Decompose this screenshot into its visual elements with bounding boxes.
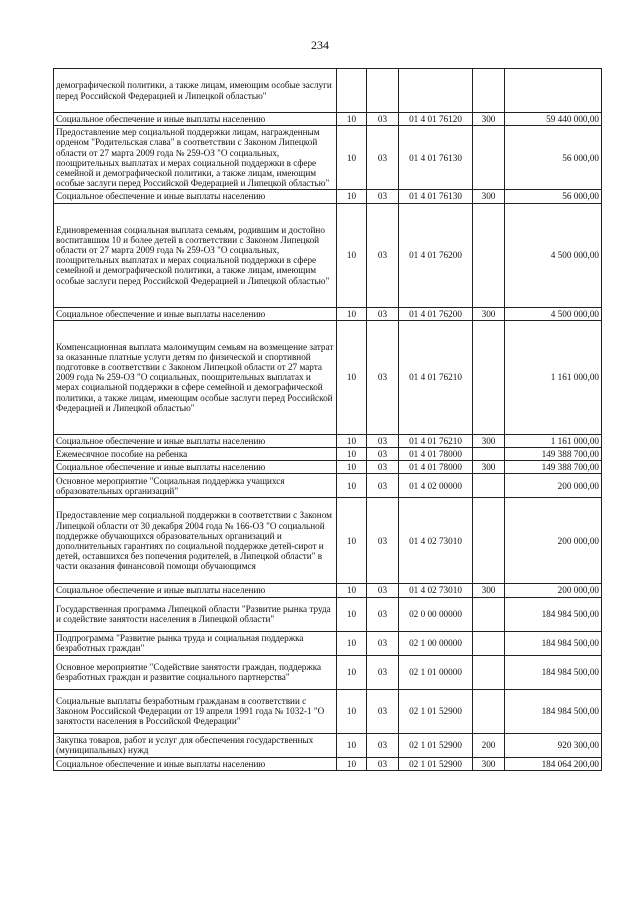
row-section-cell: 10 [337,474,367,498]
row-amount-cell: 184 984 500,00 [505,631,602,655]
row-subsection-cell: 03 [367,448,399,461]
row-subsection-cell: 03 [367,597,399,631]
row-subsection-cell: 03 [367,434,399,447]
row-type-cell [473,631,505,655]
table-row [54,69,602,113]
table-row [54,203,602,307]
row-name-cell: Закупка товаров, работ и услуг для обеспечения государственных (муниципальных) нужд [54,733,337,757]
row-type-cell [473,655,505,689]
row-section-cell: 10 [337,597,367,631]
row-code-cell: 02 1 01 52900 [399,733,473,757]
table-row [54,597,602,631]
row-code-cell: 01 4 01 76210 [399,320,473,434]
row-code-cell: 01 4 01 78000 [399,448,473,461]
table-row [54,461,602,474]
row-type-cell [473,126,505,190]
row-subsection-cell: 03 [367,498,399,584]
row-subsection-cell: 03 [367,320,399,434]
row-subsection-cell: 03 [367,190,399,203]
row-amount-cell: 56 000,00 [505,190,602,203]
row-amount-cell: 184 984 500,00 [505,655,602,689]
row-code-cell: 01 4 01 76130 [399,126,473,190]
row-name-cell: Социальное обеспечение и иные выплаты населению [54,434,337,447]
row-type-cell: 300 [473,461,505,474]
row-name-cell: Государственная программа Липецкой области "Развитие рынка труда и содействие занятости населения в Липецкой области" [54,597,337,631]
table-row [54,498,602,584]
row-type-cell [473,498,505,584]
row-subsection-cell: 03 [367,584,399,597]
table-row [54,474,602,498]
row-code-cell: 01 4 01 76130 [399,190,473,203]
row-type-cell [473,597,505,631]
row-section-cell: 10 [337,461,367,474]
row-section-cell: 10 [337,733,367,757]
row-name-cell: Социальное обеспечение и иные выплаты населению [54,190,337,203]
row-subsection-cell: 03 [367,733,399,757]
row-section-cell: 10 [337,126,367,190]
row-amount-cell: 4 500 000,00 [505,307,602,320]
row-subsection-cell: 03 [367,126,399,190]
row-type-cell [473,320,505,434]
row-section-cell: 10 [337,498,367,584]
page-number: 234 [311,38,329,52]
row-code-cell: 01 4 02 73010 [399,498,473,584]
row-type-cell: 300 [473,757,505,770]
row-amount-cell: 56 000,00 [505,126,602,190]
table-row [54,584,602,597]
row-type-cell: 300 [473,434,505,447]
row-name-cell: Социальное обеспечение и иные выплаты населению [54,461,337,474]
row-code-cell: 02 1 00 00000 [399,631,473,655]
row-type-cell [473,448,505,461]
row-name-cell: Ежемесячное пособие на ребенка [54,448,337,461]
row-section-cell: 10 [337,113,367,126]
row-code-cell: 01 4 01 76120 [399,113,473,126]
row-name-cell: Подпрограмма "Развитие рынка труда и социальная поддержка безработных граждан" [54,631,337,655]
row-name-cell: Социальное обеспечение и иные выплаты населению [54,307,337,320]
row-name-cell: Предоставление мер социальной поддержки лицам, награжденным орденом "Родительская слава" в соответствии с Законом Липецкой области от 27 марта 2009 года № 259-ОЗ "О социальных, поощрительных выплатах и мерах социальной поддержки в сфере семейной и демографической политики, а также лицам, имеющим особые заслуги перед Российской Федерацией и Липецкой областью" [54,126,337,190]
row-subsection-cell: 03 [367,689,399,733]
table-row [54,307,602,320]
row-section-cell: 10 [337,307,367,320]
row-code-cell: 02 0 00 00000 [399,597,473,631]
row-type-cell: 300 [473,113,505,126]
row-type-cell: 300 [473,307,505,320]
row-section-cell [337,69,367,113]
row-subsection-cell [367,69,399,113]
row-amount-cell: 149 388 700,00 [505,448,602,461]
row-code-cell: 01 4 01 76200 [399,307,473,320]
row-type-cell [473,474,505,498]
row-name-cell: Предоставление мер социальной поддержки в соответствии с Законом Липецкой области от 30 декабря 2004 года № 166-ОЗ "О социальной поддержке обучающихся образовательных организаций и дополнительных гарантиях по социальной поддержке детей-сирот и детей, оставшихся без попечения родителей, в Липецкой области" в части оказания финансовой помощи обучающимся [54,498,337,584]
row-amount-cell: 200 000,00 [505,584,602,597]
budget-table [53,68,602,771]
row-name-cell: Социальные выплаты безработным гражданам в соответствии с Законом Российской Федерации от 19 апреля 1991 года № 1032-1 "О занятости населения в Российской Федерации" [54,689,337,733]
row-name-cell: Основное мероприятие "Содействие занятости граждан, поддержка безработных граждан и развитие социального партнерства" [54,655,337,689]
row-subsection-cell: 03 [367,757,399,770]
row-section-cell: 10 [337,631,367,655]
row-code-cell: 01 4 02 00000 [399,474,473,498]
row-name-cell: демографической политики, а также лицам, имеющим особые заслуги перед Российской Федерацией и Липецкой областью" [54,69,337,113]
row-name-cell: Единовременная социальная выплата семьям, родившим и достойно воспитавшим 10 и более детей в соответствии с Законом Липецкой области от 27 марта 2009 года № 259-ОЗ "О социальных, поощрительных выплатах и мерах социальной поддержки в сфере семейной и демографической политики, а также лицам, имеющим особые заслуги перед Российской Федерацией и Липецкой областью" [54,203,337,307]
row-amount-cell [505,69,602,113]
row-name-cell: Социальное обеспечение и иные выплаты населению [54,757,337,770]
row-amount-cell: 200 000,00 [505,498,602,584]
table-row [54,190,602,203]
row-amount-cell: 4 500 000,00 [505,203,602,307]
table-row [54,631,602,655]
row-type-cell: 300 [473,584,505,597]
row-subsection-cell: 03 [367,203,399,307]
row-name-cell: Основное мероприятие "Социальная поддержка учащихся образовательных организаций" [54,474,337,498]
table-row [54,113,602,126]
row-subsection-cell: 03 [367,113,399,126]
table-row [54,757,602,770]
table-row [54,126,602,190]
row-subsection-cell: 03 [367,461,399,474]
row-amount-cell: 920 300,00 [505,733,602,757]
row-code-cell: 02 1 01 00000 [399,655,473,689]
row-section-cell: 10 [337,757,367,770]
row-code-cell: 01 4 01 76200 [399,203,473,307]
row-subsection-cell: 03 [367,474,399,498]
row-type-cell: 300 [473,190,505,203]
row-amount-cell: 59 440 000,00 [505,113,602,126]
row-section-cell: 10 [337,320,367,434]
row-name-cell: Социальное обеспечение и иные выплаты населению [54,584,337,597]
row-section-cell: 10 [337,448,367,461]
row-section-cell: 10 [337,190,367,203]
budget-table-body [54,69,602,771]
row-code-cell: 01 4 02 73010 [399,584,473,597]
row-name-cell: Социальное обеспечение и иные выплаты населению [54,113,337,126]
row-section-cell: 10 [337,689,367,733]
row-type-cell: 200 [473,733,505,757]
row-type-cell [473,203,505,307]
row-amount-cell: 184 984 500,00 [505,689,602,733]
table-row [54,733,602,757]
row-amount-cell: 149 388 700,00 [505,461,602,474]
row-amount-cell: 1 161 000,00 [505,320,602,434]
row-type-cell [473,689,505,733]
row-code-cell: 01 4 01 78000 [399,461,473,474]
row-amount-cell: 184 064 200,00 [505,757,602,770]
row-amount-cell: 184 984 500,00 [505,597,602,631]
table-row [54,689,602,733]
row-type-cell [473,69,505,113]
row-amount-cell: 1 161 000,00 [505,434,602,447]
row-code-cell: 01 4 01 76210 [399,434,473,447]
row-section-cell: 10 [337,655,367,689]
row-subsection-cell: 03 [367,631,399,655]
row-code-cell [399,69,473,113]
row-section-cell: 10 [337,434,367,447]
table-row [54,655,602,689]
row-subsection-cell: 03 [367,655,399,689]
row-name-cell: Компенсационная выплата малоимущим семьям на возмещение затрат за оказанные платные услуги детям по физической и спортивной подготовке в соответствии с Законом Липецкой области от 27 марта 2009 года № 259-ОЗ "О социальных, поощрительных выплатах и мерах социальной поддержки в сфере семейной и демографической политики, а также лицам, имеющим особые заслуги перед Российской Федерацией и Липецкой областью" [54,320,337,434]
row-amount-cell: 200 000,00 [505,474,602,498]
table-row [54,434,602,447]
row-section-cell: 10 [337,203,367,307]
row-section-cell: 10 [337,584,367,597]
row-code-cell: 02 1 01 52900 [399,689,473,733]
row-subsection-cell: 03 [367,307,399,320]
table-row [54,320,602,434]
table-row [54,448,602,461]
row-code-cell: 02 1 01 52900 [399,757,473,770]
